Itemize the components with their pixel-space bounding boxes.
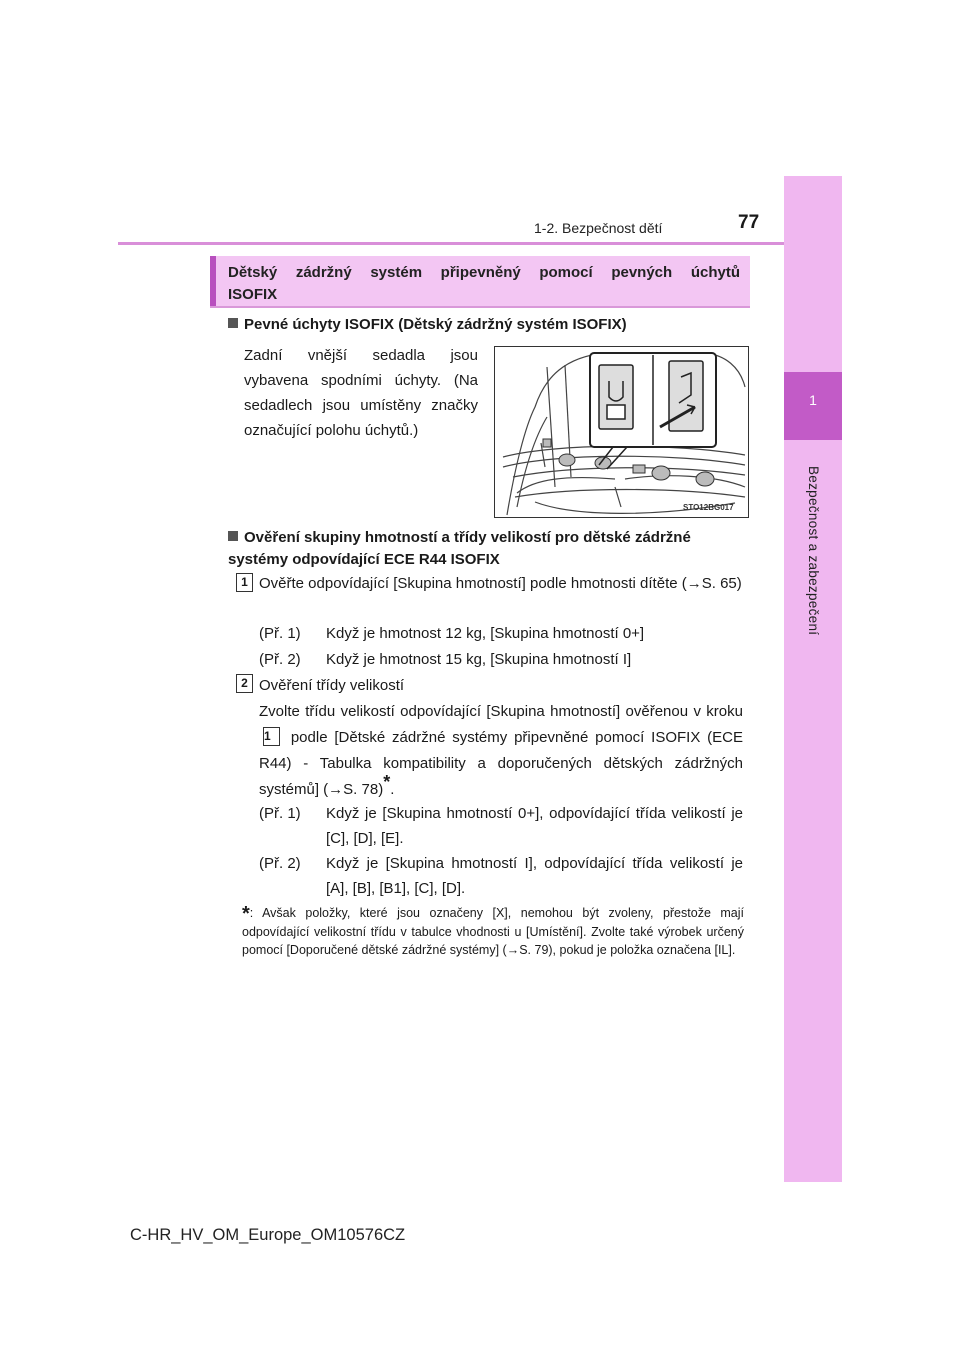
- seat-anchor-drawing: [495, 347, 748, 517]
- document-code: C-HR_HV_OM_Europe_OM10576CZ: [130, 1226, 406, 1244]
- subsection-heading-text: Ověření skupiny hmotností a třídy velikostí pro dětské zádržné systémy odpovídající ECE R44 ISOFIX: [228, 529, 691, 568]
- square-bullet-icon: [228, 318, 238, 328]
- footnote-asterisk: *: [383, 772, 391, 792]
- step1-example-1: [259, 621, 743, 646]
- header-rule: [118, 242, 784, 245]
- step-badge-1: 1: [236, 573, 253, 592]
- step1-example-2: [259, 647, 743, 672]
- step2-text-end: .: [390, 781, 395, 798]
- step2-title: Ověření třídy velikostí: [259, 677, 405, 694]
- step2-text: [259, 699, 743, 803]
- example-label: (Př. 1): [259, 625, 301, 642]
- chapter-number: 1: [809, 392, 817, 408]
- footnote-text: : Avšak položky, které jsou označeny [X], nemohou být zvoleny, přestože mají odpovídající velikostní třídu v tabulce vhodnosti u [Umístění]. Zvolte také výrobek určený pomocí [Doporučené dětské zádržné systémy] (→S. 79), pokud je položka označena [IL].: [242, 906, 744, 957]
- isofix-description: Zadní vnější sedadla jsou vybavena spodními úchyty. (Na sedadlech jsou umístěny značky označující polohu úchytů.): [244, 347, 478, 439]
- example-text: Když je hmotnost 15 kg, [Skupina hmotností I]: [326, 651, 632, 668]
- footnote-marker: *: [242, 903, 250, 925]
- example-label: (Př. 2): [259, 855, 301, 872]
- step2-example-2: [259, 851, 743, 901]
- subsection-heading-isofix: [228, 314, 748, 336]
- footnote: [242, 904, 744, 959]
- step2-text-before: Zvolte třídu velikostí odpovídající [Skupina hmotností] ověřenou v kroku: [259, 703, 743, 720]
- square-bullet-icon: [228, 531, 238, 541]
- step-badge-2: 2: [236, 674, 253, 693]
- subsection-heading-ece-r44: [228, 527, 748, 571]
- chapter-label: Bezpečnost a zabezpečení: [806, 466, 821, 636]
- inline-step-badge: 1: [263, 727, 280, 746]
- section-title: 1-2. Bezpečnost dětí: [534, 220, 663, 236]
- seat-anchor-illustration: [494, 346, 749, 518]
- example-text: Když je [Skupina hmotností I], odpovídající třída velikostí je [A], [B], [B1], [C], [D].: [326, 855, 743, 897]
- illustration-code: STO12BG017: [683, 503, 734, 512]
- page-number: 77: [738, 212, 760, 233]
- step2-example-1: [259, 801, 743, 851]
- subsection-heading-text: Pevné úchyty ISOFIX (Dětský zádržný systém ISOFIX): [244, 316, 627, 333]
- example-text: Když je [Skupina hmotností 0+], odpovídající třída velikostí je [C], [D], [E].: [326, 805, 743, 847]
- heading-rule: [210, 306, 750, 308]
- chapter-side-tab: [784, 176, 842, 1182]
- example-text: Když je hmotnost 12 kg, [Skupina hmotností 0+]: [326, 625, 645, 642]
- section-heading: Dětský zádržný systém připevněný pomocí pevných úchytů ISOFIX: [210, 256, 750, 306]
- step1-text: Ověřte odpovídající [Skupina hmotností] podle hmotnosti dítěte (→S. 65): [259, 575, 742, 592]
- example-label: (Př. 2): [259, 651, 301, 668]
- step2-text-after: podle [Dětské zádržné systémy připevněné pomocí ISOFIX (ECE R44) - Tabulka kompatibility a doporučených dětských zádržných systémů] (→S. 78): [259, 729, 743, 798]
- example-label: (Př. 1): [259, 805, 301, 822]
